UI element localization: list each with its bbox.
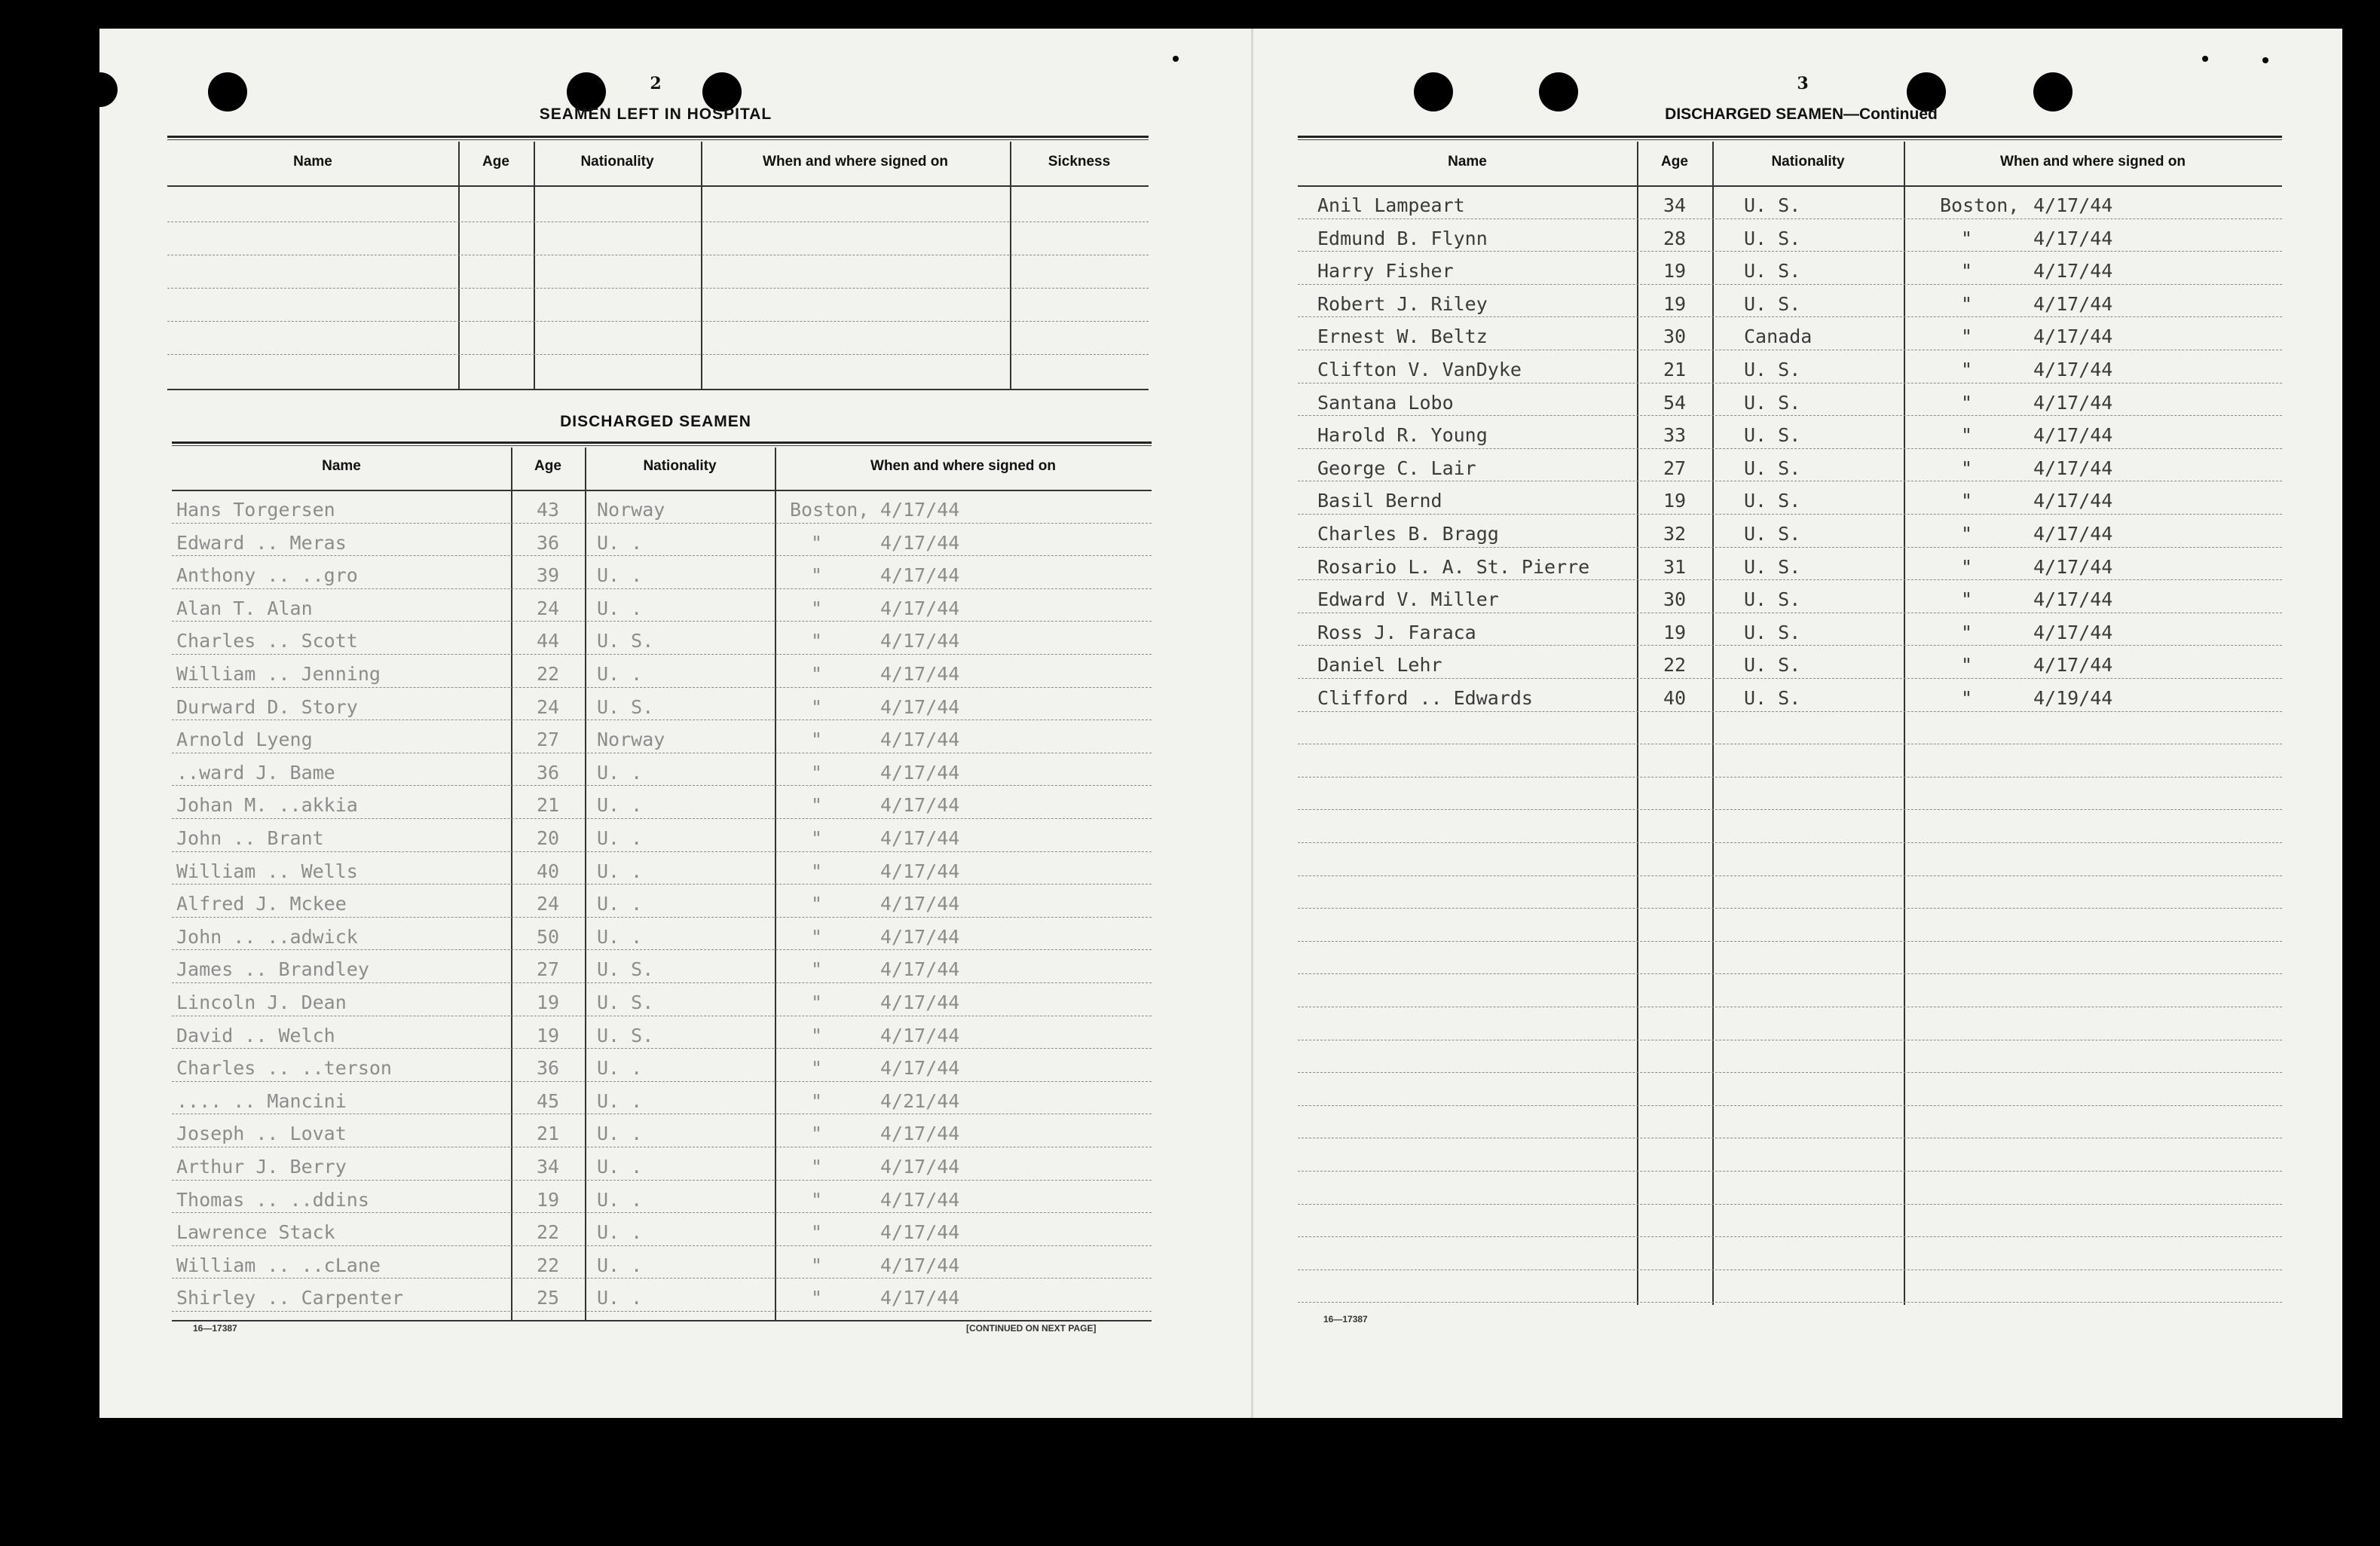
name-cell: Charles .. ..terson (176, 1057, 392, 1080)
name-cell: Joseph .. Lovat (176, 1123, 347, 1145)
signed-on-date-cell: 4/17/44 (2033, 555, 2113, 578)
row-line (1298, 415, 2282, 416)
col-header-age: Age (1661, 154, 1688, 170)
nationality-cell: U. . (597, 1123, 643, 1145)
age-cell: 19 (536, 991, 560, 1013)
signed-on-place-cell: " (811, 958, 823, 981)
age-cell: 50 (536, 925, 560, 948)
page-number: 3 (1797, 74, 1809, 93)
row-line (1298, 218, 2282, 219)
nationality-cell: U. . (597, 1188, 643, 1211)
name-cell: Edmund B. Flynn (1317, 227, 1488, 249)
name-cell: Rosario L. A. St. Pierre (1317, 555, 1590, 578)
nationality-cell: U. S. (1744, 391, 1801, 414)
signed-on-date-cell: 4/17/44 (2033, 260, 2113, 283)
nationality-cell: U. S. (1744, 227, 1801, 249)
age-cell: 34 (1663, 194, 1687, 216)
signed-on-date-cell: 4/17/44 (2033, 391, 2113, 414)
age-cell: 19 (536, 1024, 560, 1046)
col-header-sickness: Sickness (1048, 154, 1111, 170)
name-cell: Arthur J. Berry (176, 1156, 347, 1178)
name-cell: Hans Torgersen (176, 499, 335, 521)
nationality-cell: U. . (597, 860, 643, 882)
nationality-cell: U. . (597, 1156, 643, 1178)
name-cell: John .. ..adwick (176, 925, 358, 948)
name-cell: Thomas .. ..ddins (176, 1188, 369, 1211)
signed-on-place-cell: " (811, 761, 823, 784)
discharged-continued-table (1298, 136, 2282, 1305)
age-cell: 40 (1663, 687, 1687, 709)
name-cell: William .. Wells (176, 860, 358, 882)
nationality-cell: U. S. (597, 695, 654, 718)
punch-hole (208, 72, 247, 112)
signed-on-date-cell: 4/17/44 (2033, 457, 2113, 479)
row-line (1298, 777, 2282, 778)
age-cell: 19 (1663, 260, 1687, 283)
speck (2202, 56, 2208, 62)
row-line (1298, 842, 2282, 843)
row-line (172, 1081, 1152, 1082)
age-cell: 22 (536, 1254, 560, 1276)
age-cell: 20 (536, 827, 560, 849)
row-line (172, 851, 1152, 852)
age-cell: 21 (536, 794, 560, 817)
col-header-name: Name (293, 154, 332, 170)
signed-on-place-cell: " (811, 729, 823, 751)
punch-hole (83, 72, 118, 107)
row-line (1298, 645, 2282, 646)
signed-on-place-cell: " (811, 695, 823, 718)
nationality-cell: U. . (597, 794, 643, 817)
nationality-cell: U. . (597, 1057, 643, 1080)
signed-on-date-cell: 4/17/44 (880, 1287, 960, 1309)
name-cell: Ross J. Faraca (1317, 621, 1476, 643)
nationality-cell: U. . (597, 564, 643, 587)
nationality-cell: U. . (597, 925, 643, 948)
row-line (1298, 1269, 2282, 1270)
nationality-cell: U. S. (597, 630, 654, 652)
signed-on-date-cell: 4/17/44 (880, 1123, 960, 1145)
age-cell: 22 (536, 663, 560, 685)
row-line (1298, 251, 2282, 252)
signed-on-date-cell: 4/17/44 (880, 1024, 960, 1046)
row-line (172, 555, 1152, 556)
name-cell: Alfred J. Mckee (176, 893, 347, 915)
signed-on-date-cell: 4/17/44 (880, 531, 960, 554)
col-header-signed-on: When and where signed on (763, 154, 948, 170)
hospital-table (167, 136, 1149, 392)
signed-on-date-cell: 4/17/44 (2033, 292, 2113, 315)
nationality-cell: U. S. (1744, 457, 1801, 479)
age-cell: 24 (536, 893, 560, 915)
row-line (1298, 973, 2282, 974)
name-cell: Charles B. Bragg (1317, 523, 1499, 545)
signed-on-date-cell: 4/17/44 (880, 794, 960, 817)
signed-on-date-cell: 4/17/44 (880, 827, 960, 849)
signed-on-date-cell: 4/17/44 (880, 761, 960, 784)
age-cell: 19 (1663, 490, 1687, 512)
age-cell: 31 (1663, 555, 1687, 578)
nationality-cell: U. S. (1744, 292, 1801, 315)
row-line (1298, 1236, 2282, 1237)
nationality-cell: U. S. (1744, 424, 1801, 447)
signed-on-place-cell: " (1961, 227, 1973, 249)
signed-on-place-cell: " (811, 827, 823, 849)
name-cell: William .. Jenning (176, 663, 381, 685)
signed-on-place-cell: " (811, 564, 823, 587)
age-cell: 24 (536, 695, 560, 718)
name-cell: John .. Brant (176, 827, 324, 849)
age-cell: 27 (1663, 457, 1687, 479)
signed-on-date-cell: 4/17/44 (2033, 490, 2113, 512)
nationality-cell: U. S. (1744, 555, 1801, 578)
signed-on-date-cell: 4/17/44 (880, 695, 960, 718)
signed-on-date-cell: 4/17/44 (880, 925, 960, 948)
row-line (1298, 448, 2282, 449)
row-line (172, 917, 1152, 918)
col-header-signed-on: When and where signed on (870, 458, 1056, 474)
continued-note: [CONTINUED ON NEXT PAGE] (966, 1323, 1097, 1334)
row-line (1298, 678, 2282, 679)
form-number: 16—17387 (193, 1323, 237, 1334)
row-line (1298, 941, 2282, 942)
age-cell: 44 (536, 630, 560, 652)
signed-on-place-cell: " (811, 531, 823, 554)
signed-on-date-cell: 4/17/44 (2033, 194, 2113, 216)
col-header-name: Name (322, 458, 361, 474)
name-cell: Shirley .. Carpenter (176, 1287, 404, 1309)
row-line (1298, 316, 2282, 317)
row-line (1298, 711, 2282, 712)
row-line (1298, 1302, 2282, 1303)
age-cell: 19 (536, 1188, 560, 1211)
row-line (172, 1245, 1152, 1246)
nationality-cell: U. S. (1744, 654, 1801, 677)
signed-on-place-cell: " (811, 1057, 823, 1080)
signed-on-date-cell: 4/17/44 (880, 893, 960, 915)
signed-on-place-cell: " (811, 630, 823, 652)
signed-on-place-cell: " (811, 1156, 823, 1178)
age-cell: 32 (1663, 523, 1687, 545)
name-cell: Santana Lobo (1317, 391, 1454, 414)
signed-on-place-cell: " (1961, 325, 1973, 348)
row-line (1298, 547, 2282, 548)
age-cell: 36 (536, 531, 560, 554)
signed-on-date-cell: 4/17/44 (880, 499, 960, 521)
name-cell: Lincoln J. Dean (176, 991, 347, 1013)
nationality-cell: U. . (597, 1221, 643, 1244)
signed-on-date-cell: 4/17/44 (2033, 621, 2113, 643)
signed-on-place-cell: " (1961, 687, 1973, 709)
row-line (172, 949, 1152, 950)
nationality-cell: U. S. (1744, 194, 1801, 216)
signed-on-place-cell: " (1961, 621, 1973, 643)
nationality-cell: U. S. (1744, 588, 1801, 611)
signed-on-place-cell: " (811, 1287, 823, 1309)
name-cell: Harold R. Young (1317, 424, 1488, 447)
name-cell: William .. ..cLane (176, 1254, 381, 1276)
name-cell: Edward .. Meras (176, 531, 347, 554)
row-line (172, 654, 1152, 655)
name-cell: Johan M. ..akkia (176, 794, 358, 817)
signed-on-date-cell: 4/17/44 (880, 597, 960, 619)
signed-on-place-cell: " (1961, 292, 1973, 315)
age-cell: 19 (1663, 292, 1687, 315)
signed-on-place-cell: " (1961, 260, 1973, 283)
nationality-cell: U. . (597, 893, 643, 915)
nationality-cell: U. S. (597, 958, 654, 981)
signed-on-place-cell: " (811, 1024, 823, 1046)
signed-on-place-cell: " (1961, 555, 1973, 578)
age-cell: 21 (536, 1123, 560, 1145)
name-cell: Basil Bernd (1317, 490, 1442, 512)
col-header-age: Age (482, 154, 509, 170)
signed-on-place-cell: " (1961, 588, 1973, 611)
nationality-cell: U. S. (1744, 359, 1801, 380)
row-line (1298, 908, 2282, 909)
row-line (1298, 1072, 2282, 1073)
col-header-nationality: Nationality (643, 458, 717, 474)
name-cell: Durward D. Story (176, 695, 358, 718)
row-line (172, 1212, 1152, 1213)
row-line (172, 621, 1152, 622)
signed-on-date-cell: 4/17/44 (2033, 359, 2113, 380)
nationality-cell: U. . (597, 531, 643, 554)
signed-on-place-cell: " (811, 1188, 823, 1211)
signed-on-date-cell: 4/17/44 (880, 729, 960, 751)
age-cell: 27 (536, 958, 560, 981)
signed-on-date-cell: 4/17/44 (2033, 523, 2113, 545)
signed-on-date-cell: 4/21/44 (880, 1089, 960, 1112)
name-cell: Clifford .. Edwards (1317, 687, 1533, 709)
nationality-cell: U. S. (597, 1024, 654, 1046)
signed-on-place-cell: " (811, 663, 823, 685)
nationality-cell: U. S. (1744, 260, 1801, 283)
row-line (172, 884, 1152, 885)
row-line (172, 1180, 1152, 1181)
signed-on-place-cell: " (1961, 523, 1973, 545)
age-cell: 22 (1663, 654, 1687, 677)
speck (2262, 57, 2268, 63)
row-line (172, 982, 1152, 983)
speck (1173, 56, 1179, 62)
name-cell: Anil Lampeart (1317, 194, 1465, 216)
nationality-cell: U. . (597, 827, 643, 849)
signed-on-place-cell: " (811, 1221, 823, 1244)
name-cell: Clifton V. VanDyke (1317, 359, 1522, 380)
signed-on-date-cell: 4/19/44 (2033, 687, 2113, 709)
nationality-cell: U. . (597, 1287, 643, 1309)
discharged-table (172, 441, 1152, 1321)
age-cell: 45 (536, 1089, 560, 1112)
name-cell: Lawrence Stack (176, 1221, 335, 1244)
name-cell: Anthony .. ..gro (176, 564, 358, 587)
name-cell: George C. Lair (1317, 457, 1476, 479)
section-title-discharged: DISCHARGED SEAMEN (560, 413, 751, 430)
name-cell: Edward V. Miller (1317, 588, 1499, 611)
row-line (172, 1311, 1152, 1312)
signed-on-date-cell: 4/17/44 (880, 958, 960, 981)
section-title-hospital: SEAMEN LEFT IN HOSPITAL (539, 105, 772, 123)
form-number: 16—17387 (1323, 1314, 1368, 1324)
name-cell: David .. Welch (176, 1024, 335, 1046)
signed-on-date-cell: 4/17/44 (880, 860, 960, 882)
col-header-name: Name (1448, 154, 1487, 170)
age-cell: 19 (1663, 621, 1687, 643)
signed-on-place-cell: " (811, 860, 823, 882)
row-line (1298, 1204, 2282, 1205)
row-line (172, 523, 1152, 524)
row-line (1298, 579, 2282, 580)
signed-on-place-cell: Boston, (790, 499, 870, 521)
name-cell: .... .. Mancini (176, 1089, 347, 1112)
name-cell: Robert J. Riley (1317, 292, 1488, 315)
signed-on-date-cell: 4/17/44 (2033, 325, 2113, 348)
row-line (172, 818, 1152, 819)
nationality-cell: Norway (597, 499, 665, 521)
age-cell: 21 (1663, 359, 1687, 380)
row-line (1298, 284, 2282, 285)
signed-on-place-cell: " (811, 925, 823, 948)
signed-on-date-cell: 4/17/44 (880, 564, 960, 587)
name-cell: James .. Brandley (176, 958, 369, 981)
age-cell: 43 (536, 499, 560, 521)
age-cell: 36 (536, 761, 560, 784)
col-header-nationality: Nationality (580, 154, 654, 170)
nationality-cell: U. . (597, 761, 643, 784)
name-cell: Alan T. Alan (176, 597, 313, 619)
signed-on-place-cell: " (811, 1254, 823, 1276)
age-cell: 40 (536, 860, 560, 882)
signed-on-place-cell: " (1961, 359, 1973, 380)
row-line (1298, 514, 2282, 515)
row-line (172, 1048, 1152, 1049)
age-cell: 27 (536, 729, 560, 751)
nationality-cell: Canada (1744, 325, 1813, 348)
section-title-discharged-continued: DISCHARGED SEAMEN—Continued (1665, 105, 1938, 123)
nationality-cell: U. . (597, 663, 643, 685)
age-cell: 39 (536, 564, 560, 587)
col-header-nationality: Nationality (1771, 154, 1845, 170)
col-header-signed-on: When and where signed on (2000, 154, 2186, 170)
name-cell: Daniel Lehr (1317, 654, 1442, 677)
signed-on-place-cell: " (1961, 391, 1973, 414)
nationality-cell: U. . (597, 1254, 643, 1276)
age-cell: 54 (1663, 391, 1687, 414)
age-cell: 30 (1663, 325, 1687, 348)
signed-on-place-cell: " (1961, 654, 1973, 677)
age-cell: 33 (1663, 424, 1687, 447)
signed-on-date-cell: 4/17/44 (880, 630, 960, 652)
signed-on-date-cell: 4/17/44 (880, 1057, 960, 1080)
age-cell: 25 (536, 1287, 560, 1309)
signed-on-place-cell: " (1961, 424, 1973, 447)
row-line (172, 1278, 1152, 1279)
name-cell: ..ward J. Bame (176, 761, 335, 784)
row-line (1298, 875, 2282, 876)
age-cell: 24 (536, 597, 560, 619)
name-cell: Harry Fisher (1317, 260, 1454, 283)
nationality-cell: U. S. (1744, 687, 1801, 709)
name-cell: Charles .. Scott (176, 630, 358, 652)
signed-on-place-cell: " (811, 1089, 823, 1112)
nationality-cell: U. . (597, 1089, 643, 1112)
row-line (172, 687, 1152, 688)
row-line (172, 588, 1152, 589)
signed-on-date-cell: 4/17/44 (2033, 654, 2113, 677)
page-gutter (1251, 29, 1253, 1418)
nationality-cell: U. . (597, 597, 643, 619)
row-line (1298, 809, 2282, 810)
age-cell: 30 (1663, 588, 1687, 611)
signed-on-date-cell: 4/17/44 (880, 1188, 960, 1211)
signed-on-date-cell: 4/17/44 (880, 1254, 960, 1276)
col-header-age: Age (534, 458, 561, 474)
row-line (1298, 1105, 2282, 1106)
signed-on-place-cell: " (1961, 490, 1973, 512)
nationality-cell: Norway (597, 729, 665, 751)
signed-on-place-cell: " (811, 1123, 823, 1145)
row-line (1298, 1171, 2282, 1172)
nationality-cell: U. S. (1744, 621, 1801, 643)
nationality-cell: U. S. (1744, 490, 1801, 512)
signed-on-place-cell: " (811, 597, 823, 619)
signed-on-place-cell: " (1961, 457, 1973, 479)
signed-on-place-cell: Boston, (1940, 194, 2020, 216)
punch-hole (1414, 72, 1453, 112)
age-cell: 28 (1663, 227, 1687, 249)
signed-on-place-cell: " (811, 991, 823, 1013)
row-line (172, 785, 1152, 786)
signed-on-place-cell: " (811, 893, 823, 915)
signed-on-date-cell: 4/17/44 (880, 663, 960, 685)
signed-on-date-cell: 4/17/44 (880, 991, 960, 1013)
age-cell: 36 (536, 1057, 560, 1080)
signed-on-date-cell: 4/17/44 (2033, 227, 2113, 249)
signed-on-date-cell: 4/17/44 (2033, 424, 2113, 447)
page-number: 2 (650, 74, 662, 93)
signed-on-date-cell: 4/17/44 (880, 1156, 960, 1178)
age-cell: 22 (536, 1221, 560, 1244)
age-cell: 34 (536, 1156, 560, 1178)
name-cell: Ernest W. Beltz (1317, 325, 1488, 348)
nationality-cell: U. S. (1744, 523, 1801, 545)
nationality-cell: U. S. (597, 991, 654, 1013)
signed-on-date-cell: 4/17/44 (880, 1221, 960, 1244)
signed-on-date-cell: 4/17/44 (2033, 588, 2113, 611)
name-cell: Arnold Lyeng (176, 729, 313, 751)
signed-on-place-cell: " (811, 794, 823, 817)
